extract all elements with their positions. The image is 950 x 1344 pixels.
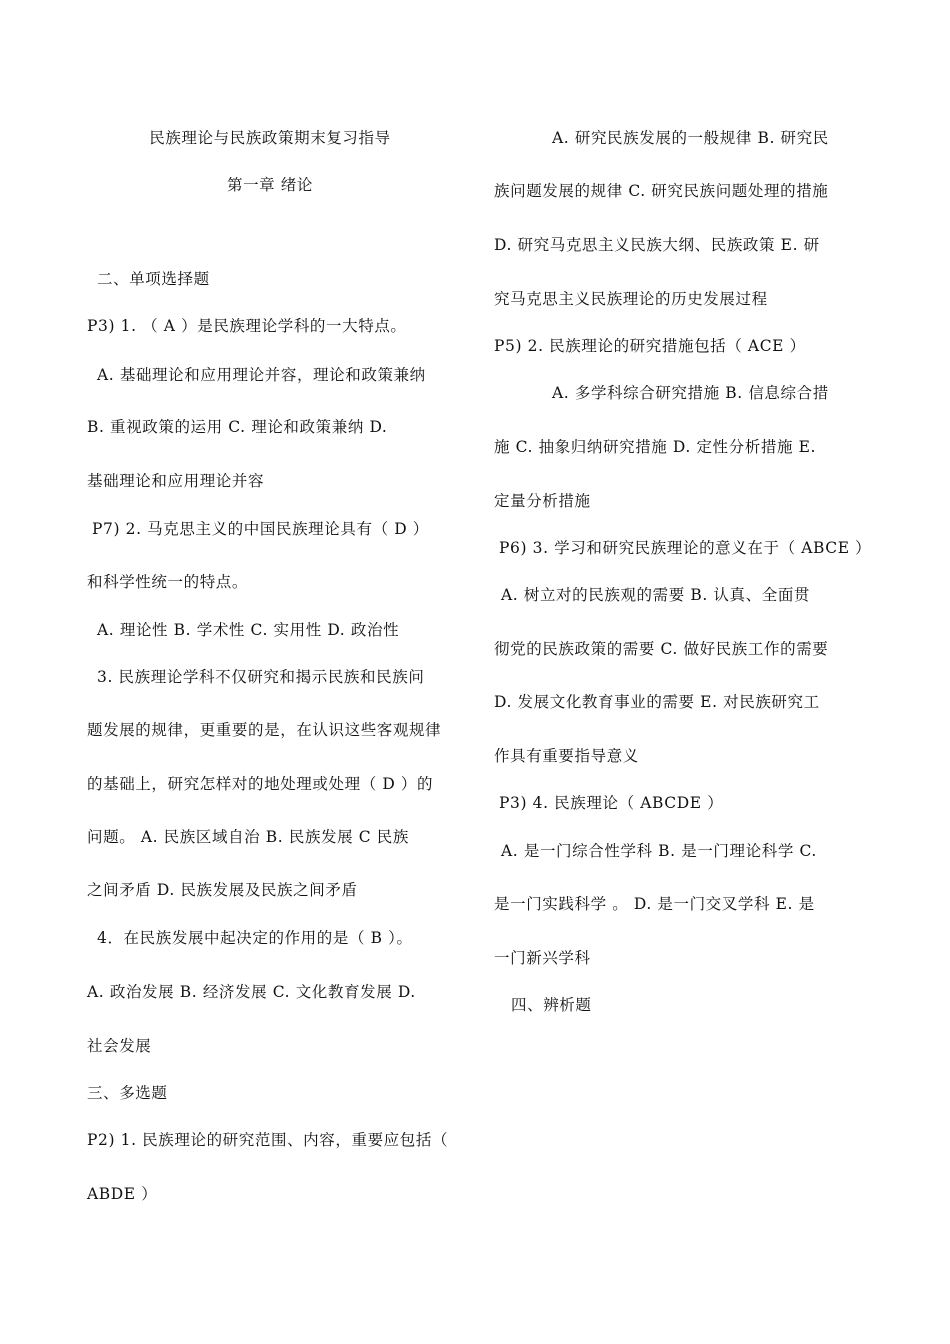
question-line: 的基础上，研究怎样对的地处理或处理（ D ）的: [87, 775, 434, 793]
option-line: 作具有重要指导意义: [494, 747, 639, 765]
question-line: P6) 3. 学习和研究民族理论的意义在于（ ABCE ）: [499, 539, 872, 557]
option-line: A. 树立对的民族观的需要 B. 认真、全面贯: [501, 586, 811, 604]
question-line: 4．在民族发展中起决定的作用的是（ B ）。: [97, 929, 413, 947]
section-heading-multiple-choice: 三、多选题: [87, 1084, 168, 1102]
question-line: P3) 1. （ A ）是民族理论学科的一大特点。: [87, 317, 407, 335]
question-line: P2) 1. 民族理论的研究范围、内容，重要应包括（: [87, 1131, 449, 1149]
option-line: 一门新兴学科: [494, 949, 591, 967]
question-line: ABDE ）: [87, 1185, 158, 1203]
option-line: 基础理论和应用理论并容: [87, 472, 265, 490]
section-heading-analysis: 四、辨析题: [511, 996, 592, 1014]
question-line: P3) 4. 民族理论（ ABCDE ）: [499, 794, 724, 812]
option-line: 定量分析措施: [494, 492, 591, 510]
question-line: 3. 民族理论学科不仅研究和揭示民族和民族问: [97, 668, 425, 686]
option-line: A. 研究民族发展的一般规律 B. 研究民: [552, 129, 829, 147]
question-line: P7) 2. 马克思主义的中国民族理论具有（ D ）: [92, 520, 429, 538]
option-line: A. 多学科综合研究措施 B. 信息综合措: [552, 384, 829, 402]
option-line: 之间矛盾 D. 民族发展及民族之间矛盾: [87, 881, 358, 899]
option-line: 问题。 A. 民族区域自治 B. 民族发展 C 民族: [87, 828, 409, 846]
option-line: 是一门实践科学 。 D. 是一门交叉学科 E. 是: [494, 895, 815, 913]
option-line: A. 基础理论和应用理论并容，理论和政策兼纳: [97, 366, 426, 384]
section-heading-single-choice: 二、单项选择题: [97, 270, 210, 288]
option-line: 族问题发展的规律 C. 研究民族问题处理的措施: [494, 182, 829, 200]
option-line: 究马克思主义民族理论的历史发展过程: [494, 290, 768, 308]
option-line: D. 发展文化教育事业的需要 E. 对民族研究工: [494, 693, 820, 711]
option-line: A. 理论性 B. 学术性 C. 实用性 D. 政治性: [97, 621, 400, 639]
question-line: 和科学性统一的特点。: [87, 573, 249, 591]
option-line: D. 研究马克思主义民族大纲、民族政策 E. 研: [494, 236, 820, 254]
question-line: P5) 2. 民族理论的研究措施包括（ ACE ）: [494, 337, 806, 355]
option-line: 施 C. 抽象归纳研究措施 D. 定性分析措施 E.: [494, 438, 817, 456]
option-line: 彻党的民族政策的需要 C. 做好民族工作的需要: [494, 640, 829, 658]
option-line: A. 是一门综合性学科 B. 是一门理论科学 C.: [501, 842, 817, 860]
option-line: B. 重视政策的运用 C. 理论和政策兼纳 D.: [87, 418, 388, 436]
option-line: 社会发展: [87, 1037, 152, 1055]
document-title: 民族理论与民族政策期末复习指导: [149, 129, 391, 147]
option-line: A. 政治发展 B. 经济发展 C. 文化教育发展 D.: [87, 983, 416, 1001]
chapter-heading: 第一章 绪论: [226, 176, 314, 194]
question-line: 题发展的规律，更重要的是，在认识这些客观规律: [87, 721, 442, 739]
